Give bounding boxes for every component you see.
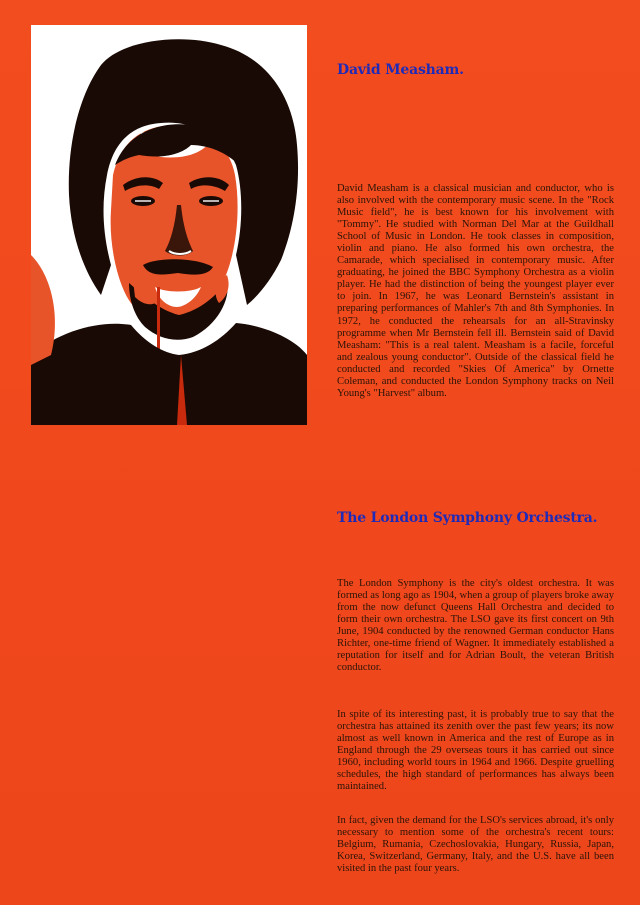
david-measham-biography: David Measham is a classical musician and conductor, who is also involved with the contemporary music scene. In the "Rock Music field", he is best known for his involvement with "Tommy". He studied with Norman Del Mar at the Guildhall School of Music in London. He took classes in composition, violin and piano. He also formed his own orchestra, the Camarade, which specialised in contemporary music. After graduating, he joined the BBC Symphony Orchestra as a violin player. He had the distinction of being the youngest player ever to join. In 1967, he was Leonard Bernstein's assistant in preparing performances of Mahler's 7th and 8th Symphonies. In 1972, he conducted the rehearsals for an all-Stravinsky programme when Mr Bernstein fell ill. Bernstein said of David Measham: "This is a real talent. Measham is a facile, forceful and zealous young conductor". Outside of the classical field he conducted and recorded "Skies Of America" by Ornette Coleman, and conducted the London Symphony tracks on Neil Young's "Harvest" album.	[337, 183, 614, 399]
conductor-portrait-graphic	[31, 25, 307, 425]
lso-paragraph-tours: In fact, given the demand for the LSO's services abroad, it's only necessary to mention some of the orchestra's recent tours: Belgium, Rumania, Czechoslovakia, Hungary, Russia, Japan, Korea, Switzerland, Germany, Italy, and the U.S. have all been visited in the past four years.	[337, 815, 614, 875]
david-measham-heading: David Measham.	[337, 62, 464, 78]
lso-paragraph-history: The London Symphony is the city's oldest orchestra. It was formed as long ago as 1904, when a group of players broke away from the now defunct Queens Hall Orchestra and decided to form their own orchestra. The LSO gave its first concert on 9th June, 1904 conducted by the renowned German conductor Hans Richter, one-time friend of Wagner. It immediately established a reputation for itself and for Adrian Boult, the veteran British conductor.	[337, 578, 614, 674]
lso-heading: The London Symphony Orchestra.	[337, 510, 598, 526]
portrait-image	[31, 25, 307, 425]
lso-paragraph-reputation: In spite of its interesting past, it is probably true to say that the orchestra has attained its zenith over the past few years; its now almost as well known in America and the rest of Europe as in England through the 29 overseas tours it has carried out since 1960, including world tours in 1964 and 1966. Despite gruelling schedules, the high standard of performances has always been maintained.	[337, 709, 614, 793]
